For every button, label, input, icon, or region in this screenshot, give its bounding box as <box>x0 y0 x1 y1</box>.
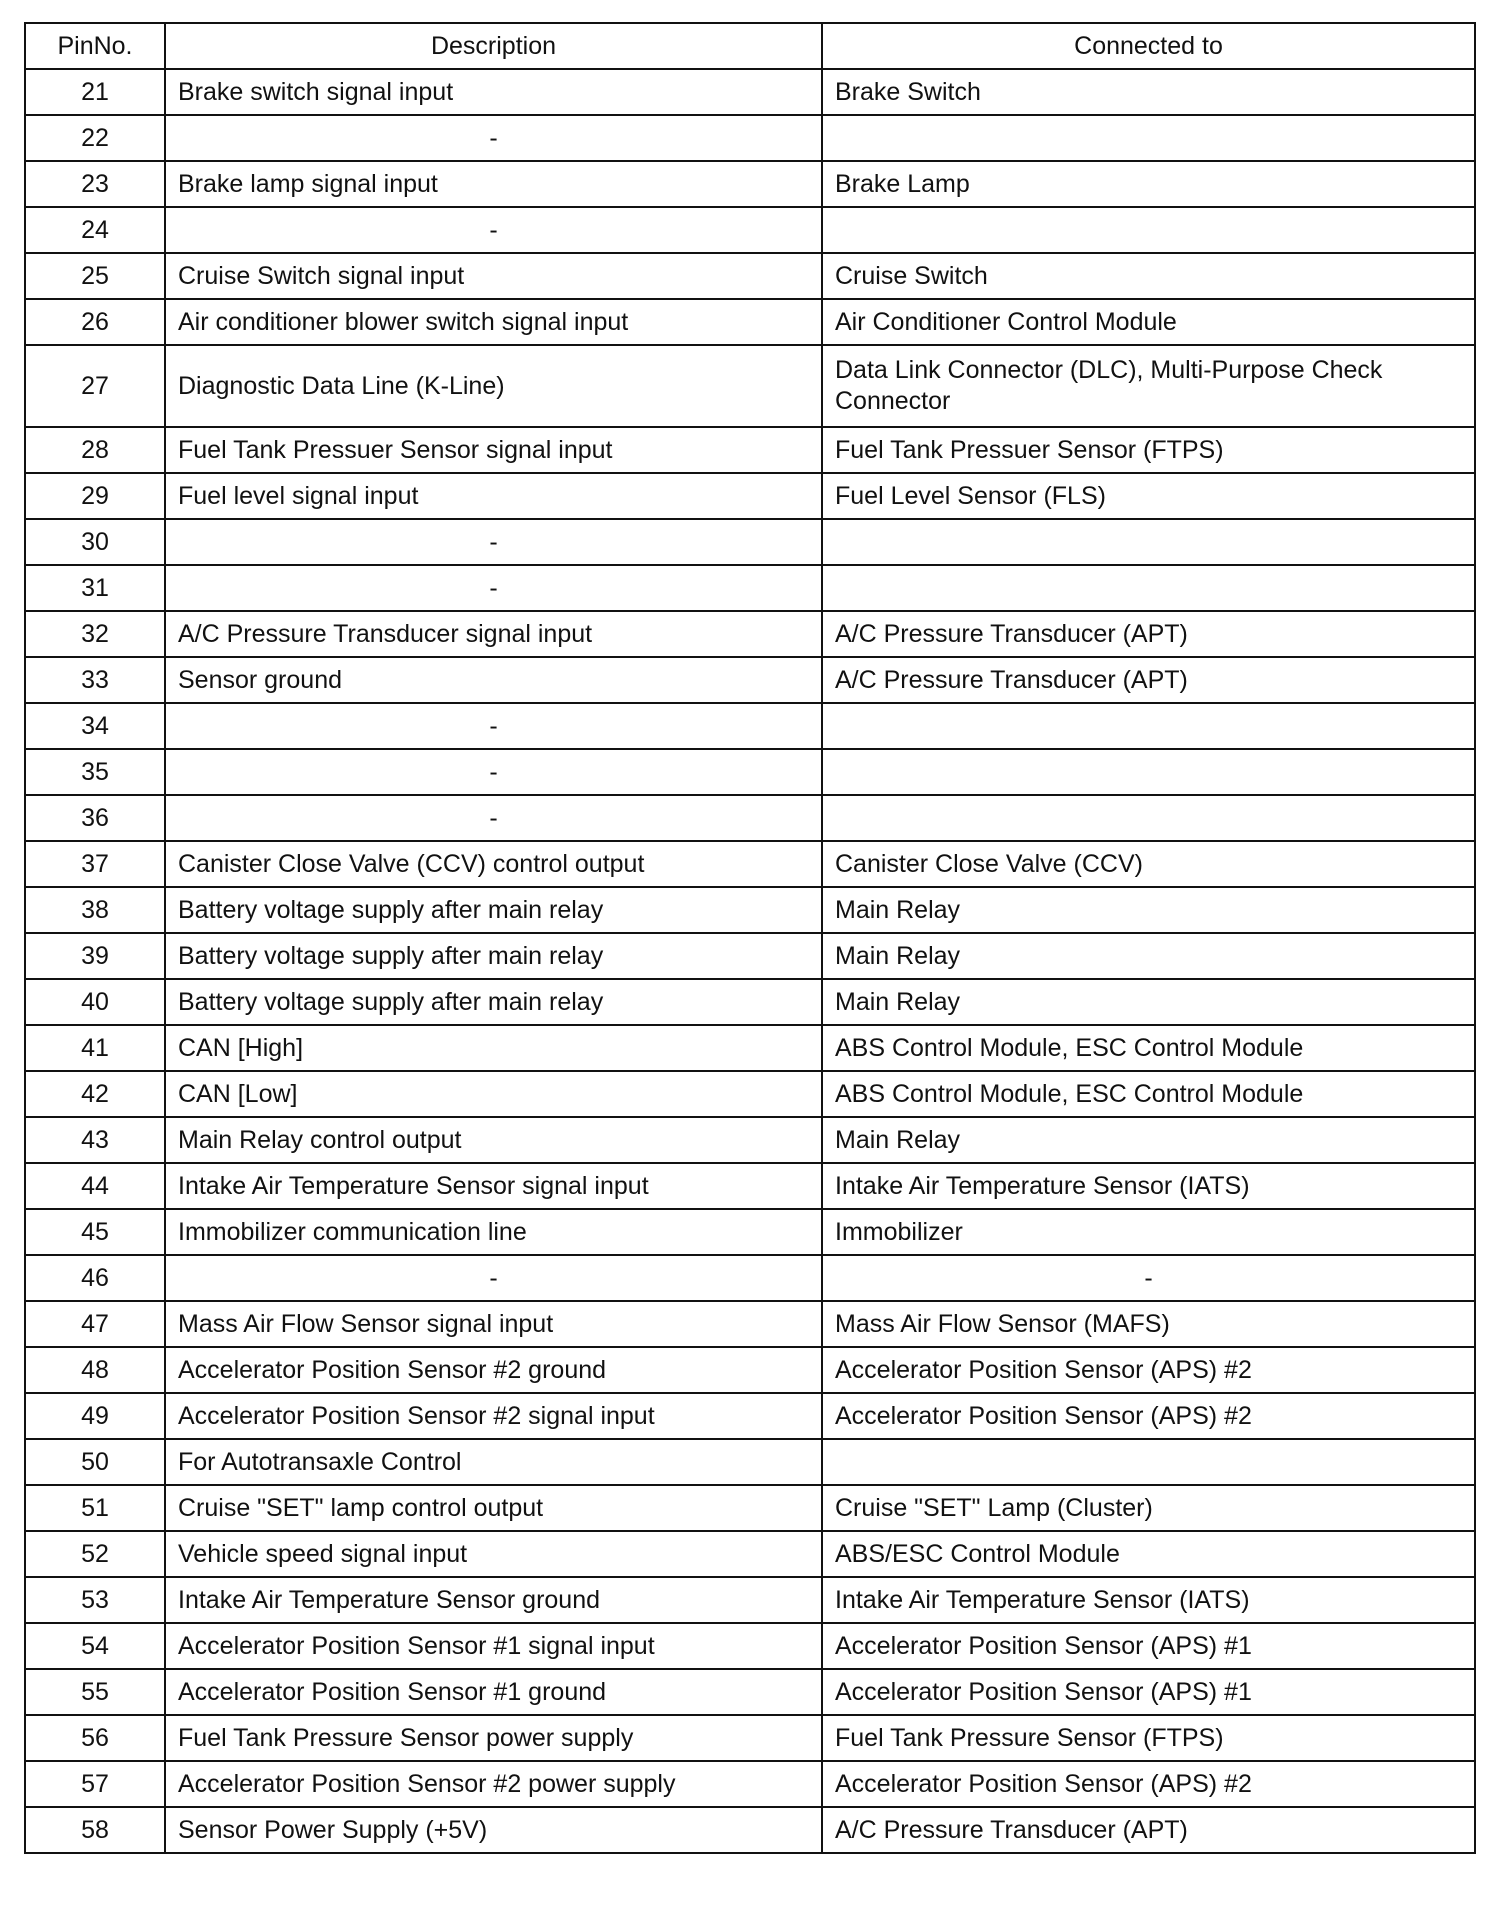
connected-cell: ABS/ESC Control Module <box>822 1531 1475 1577</box>
pin-cell: 55 <box>25 1669 165 1715</box>
description-cell: Sensor Power Supply (+5V) <box>165 1807 822 1853</box>
pin-cell: 26 <box>25 299 165 345</box>
connected-cell: Main Relay <box>822 887 1475 933</box>
connected-cell <box>822 703 1475 749</box>
connected-cell: Main Relay <box>822 933 1475 979</box>
pin-cell: 33 <box>25 657 165 703</box>
description-cell: For Autotransaxle Control <box>165 1439 822 1485</box>
description-cell: CAN [Low] <box>165 1071 822 1117</box>
connected-cell: Accelerator Position Sensor (APS) #2 <box>822 1761 1475 1807</box>
connected-cell: Fuel Tank Pressure Sensor (FTPS) <box>822 1715 1475 1761</box>
pin-cell: 25 <box>25 253 165 299</box>
pin-cell: 37 <box>25 841 165 887</box>
description-cell: Brake lamp signal input <box>165 161 822 207</box>
pin-cell: 58 <box>25 1807 165 1853</box>
connected-cell <box>822 565 1475 611</box>
pin-cell: 24 <box>25 207 165 253</box>
connected-cell <box>822 115 1475 161</box>
connected-cell <box>822 1439 1475 1485</box>
description-cell: Fuel Tank Pressuer Sensor signal input <box>165 427 822 473</box>
table-row <box>25 1577 1475 1623</box>
connected-cell: ABS Control Module, ESC Control Module <box>822 1025 1475 1071</box>
table-row <box>25 427 1475 473</box>
table-row <box>25 519 1475 565</box>
pin-cell: 21 <box>25 69 165 115</box>
description-cell: Diagnostic Data Line (K-Line) <box>165 345 822 427</box>
table-row <box>25 657 1475 703</box>
pin-cell: 23 <box>25 161 165 207</box>
table-row <box>25 1531 1475 1577</box>
pin-cell: 31 <box>25 565 165 611</box>
description-cell: Accelerator Position Sensor #2 ground <box>165 1347 822 1393</box>
table-row <box>25 1163 1475 1209</box>
connected-cell: Accelerator Position Sensor (APS) #2 <box>822 1393 1475 1439</box>
description-cell: Intake Air Temperature Sensor signal input <box>165 1163 822 1209</box>
description-cell: Sensor ground <box>165 657 822 703</box>
description-cell: Cruise "SET" lamp control output <box>165 1485 822 1531</box>
connected-cell: A/C Pressure Transducer (APT) <box>822 611 1475 657</box>
description-cell: Battery voltage supply after main relay <box>165 933 822 979</box>
table-row <box>25 703 1475 749</box>
connected-cell: Cruise "SET" Lamp (Cluster) <box>822 1485 1475 1531</box>
description-cell: Accelerator Position Sensor #2 signal input <box>165 1393 822 1439</box>
table-row <box>25 1393 1475 1439</box>
pin-cell: 43 <box>25 1117 165 1163</box>
pin-cell: 41 <box>25 1025 165 1071</box>
table-row <box>25 473 1475 519</box>
connected-cell: Brake Lamp <box>822 161 1475 207</box>
connected-cell: ABS Control Module, ESC Control Module <box>822 1071 1475 1117</box>
pin-cell: 39 <box>25 933 165 979</box>
pin-cell: 36 <box>25 795 165 841</box>
table-row <box>25 1255 1475 1301</box>
pin-cell: 40 <box>25 979 165 1025</box>
table-row <box>25 565 1475 611</box>
table-row <box>25 841 1475 887</box>
connected-cell: Accelerator Position Sensor (APS) #1 <box>822 1669 1475 1715</box>
pin-cell: 28 <box>25 427 165 473</box>
pin-cell: 48 <box>25 1347 165 1393</box>
connected-cell <box>822 519 1475 565</box>
description-cell: Canister Close Valve (CCV) control output <box>165 841 822 887</box>
pin-cell: 27 <box>25 345 165 427</box>
description-cell: Battery voltage supply after main relay <box>165 979 822 1025</box>
pin-cell: 35 <box>25 749 165 795</box>
description-cell: Accelerator Position Sensor #2 power supply <box>165 1761 822 1807</box>
connected-cell: Air Conditioner Control Module <box>822 299 1475 345</box>
pin-cell: 46 <box>25 1255 165 1301</box>
connected-cell: Fuel Level Sensor (FLS) <box>822 473 1475 519</box>
connected-cell: Immobilizer <box>822 1209 1475 1255</box>
table-row <box>25 1209 1475 1255</box>
table-row <box>25 253 1475 299</box>
table-row <box>25 1347 1475 1393</box>
connected-cell: Intake Air Temperature Sensor (IATS) <box>822 1163 1475 1209</box>
pin-cell: 49 <box>25 1393 165 1439</box>
connected-cell: Intake Air Temperature Sensor (IATS) <box>822 1577 1475 1623</box>
table-row <box>25 1761 1475 1807</box>
description-cell: - <box>165 1255 822 1301</box>
header-connected: Connected to <box>822 23 1475 69</box>
table-row <box>25 1623 1475 1669</box>
table-row <box>25 345 1475 427</box>
connected-cell: Main Relay <box>822 979 1475 1025</box>
connected-cell: Mass Air Flow Sensor (MAFS) <box>822 1301 1475 1347</box>
table-row <box>25 115 1475 161</box>
table-row <box>25 1117 1475 1163</box>
connected-cell: Fuel Tank Pressuer Sensor (FTPS) <box>822 427 1475 473</box>
description-cell: A/C Pressure Transducer signal input <box>165 611 822 657</box>
pin-cell: 53 <box>25 1577 165 1623</box>
pin-cell: 56 <box>25 1715 165 1761</box>
table-row <box>25 207 1475 253</box>
table-row <box>25 1485 1475 1531</box>
pin-cell: 44 <box>25 1163 165 1209</box>
table-row <box>25 299 1475 345</box>
description-cell: - <box>165 565 822 611</box>
connected-cell: Accelerator Position Sensor (APS) #1 <box>822 1623 1475 1669</box>
pin-table <box>24 22 1476 1854</box>
description-cell: - <box>165 703 822 749</box>
description-cell: Vehicle speed signal input <box>165 1531 822 1577</box>
table-row <box>25 1669 1475 1715</box>
description-cell: Immobilizer communication line <box>165 1209 822 1255</box>
table-row <box>25 887 1475 933</box>
table-row <box>25 1439 1475 1485</box>
table-row <box>25 1071 1475 1117</box>
connected-cell: Main Relay <box>822 1117 1475 1163</box>
pin-cell: 51 <box>25 1485 165 1531</box>
table-row <box>25 979 1475 1025</box>
table-body <box>25 69 1475 1853</box>
connected-cell: Accelerator Position Sensor (APS) #2 <box>822 1347 1475 1393</box>
pin-cell: 42 <box>25 1071 165 1117</box>
description-cell: - <box>165 115 822 161</box>
connected-cell: Brake Switch <box>822 69 1475 115</box>
connected-cell <box>822 749 1475 795</box>
pin-cell: 29 <box>25 473 165 519</box>
connected-cell <box>822 795 1475 841</box>
description-cell: Accelerator Position Sensor #1 ground <box>165 1669 822 1715</box>
connected-cell: Cruise Switch <box>822 253 1475 299</box>
table-row <box>25 69 1475 115</box>
connected-cell: - <box>822 1255 1475 1301</box>
connected-cell <box>822 207 1475 253</box>
description-cell: Brake switch signal input <box>165 69 822 115</box>
header-row <box>25 23 1475 69</box>
header-description: Description <box>165 23 822 69</box>
connected-cell: A/C Pressure Transducer (APT) <box>822 657 1475 703</box>
pin-cell: 57 <box>25 1761 165 1807</box>
description-cell: CAN [High] <box>165 1025 822 1071</box>
table-row <box>25 933 1475 979</box>
pin-cell: 45 <box>25 1209 165 1255</box>
description-cell: Cruise Switch signal input <box>165 253 822 299</box>
header-pin: PinNo. <box>25 23 165 69</box>
table-row <box>25 1715 1475 1761</box>
table-row <box>25 749 1475 795</box>
pin-cell: 38 <box>25 887 165 933</box>
description-cell: Air conditioner blower switch signal input <box>165 299 822 345</box>
table-row <box>25 1807 1475 1853</box>
table-row <box>25 611 1475 657</box>
description-cell: Mass Air Flow Sensor signal input <box>165 1301 822 1347</box>
description-cell: Main Relay control output <box>165 1117 822 1163</box>
description-cell: - <box>165 749 822 795</box>
description-cell: Fuel level signal input <box>165 473 822 519</box>
connected-cell: A/C Pressure Transducer (APT) <box>822 1807 1475 1853</box>
table-row <box>25 1301 1475 1347</box>
pin-cell: 47 <box>25 1301 165 1347</box>
connected-cell: Data Link Connector (DLC), Multi-Purpose Check Connector <box>822 345 1475 427</box>
description-cell: Intake Air Temperature Sensor ground <box>165 1577 822 1623</box>
table-row <box>25 795 1475 841</box>
pin-cell: 50 <box>25 1439 165 1485</box>
pin-cell: 52 <box>25 1531 165 1577</box>
pin-cell: 22 <box>25 115 165 161</box>
table-row <box>25 161 1475 207</box>
description-cell: Battery voltage supply after main relay <box>165 887 822 933</box>
description-cell: - <box>165 207 822 253</box>
description-cell: - <box>165 795 822 841</box>
description-cell: - <box>165 519 822 565</box>
pin-cell: 54 <box>25 1623 165 1669</box>
connected-cell: Canister Close Valve (CCV) <box>822 841 1475 887</box>
description-cell: Accelerator Position Sensor #1 signal input <box>165 1623 822 1669</box>
pin-cell: 34 <box>25 703 165 749</box>
pin-cell: 32 <box>25 611 165 657</box>
description-cell: Fuel Tank Pressure Sensor power supply <box>165 1715 822 1761</box>
pin-cell: 30 <box>25 519 165 565</box>
table-row <box>25 1025 1475 1071</box>
